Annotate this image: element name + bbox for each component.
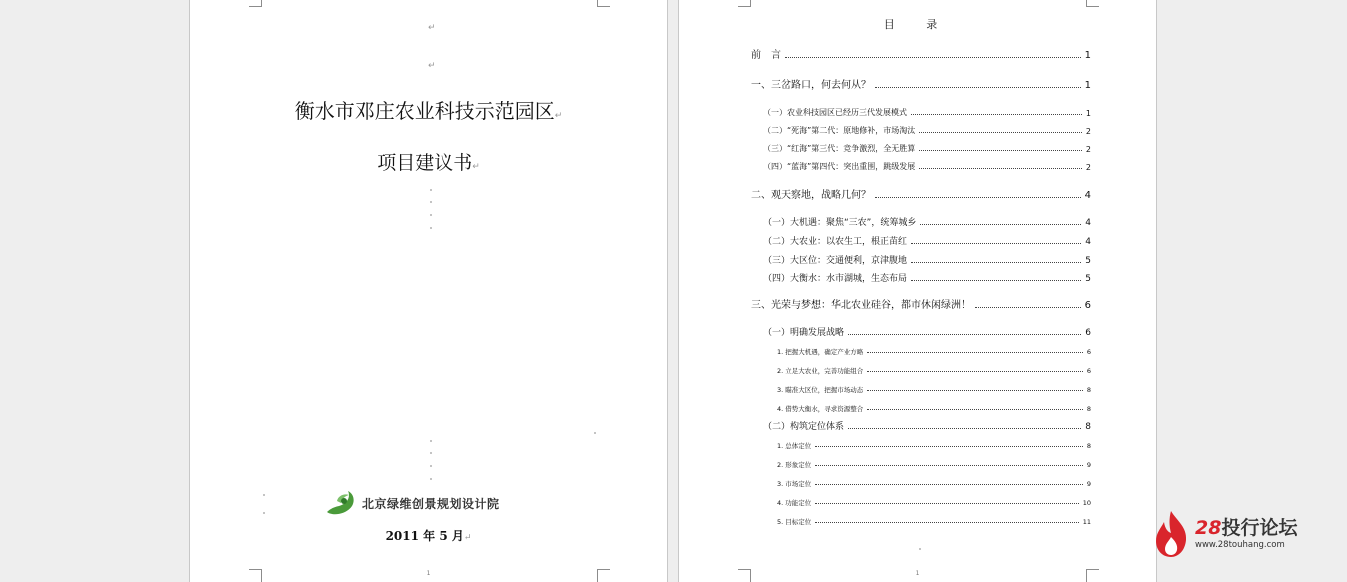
swirl-logo-icon	[324, 488, 358, 518]
toc-entry[interactable]: （二）大农业：以农生工，根正苗红 4	[763, 237, 1091, 247]
empty-paragraph-mark	[430, 214, 432, 216]
toc-entry[interactable]: （三）大区位：交通便利，京津腹地 5	[763, 256, 1091, 266]
cover-subtitle: 项目建议书↵	[377, 152, 480, 174]
empty-paragraph-mark	[430, 465, 432, 467]
toc-page	[678, 0, 1157, 582]
empty-paragraph-mark	[430, 440, 432, 442]
paragraph-mark: ↵	[428, 23, 436, 33]
company-name: 北京绿维创景规划设计院	[362, 496, 500, 511]
toc-entry[interactable]: （二）构筑定位体系 8	[763, 422, 1091, 432]
cover-date: 2011 年 5 月↵	[385, 529, 472, 543]
page-number: 1	[915, 570, 920, 577]
toc-entry[interactable]: 1. 总体定位 8	[777, 442, 1091, 450]
crop-mark	[738, 0, 751, 7]
empty-paragraph-mark	[430, 201, 432, 203]
watermark-url: www.28touhang.com	[1195, 540, 1285, 550]
empty-paragraph-mark	[430, 227, 432, 229]
crop-mark	[597, 0, 610, 7]
toc-entry[interactable]: 二、观天察地，战略几何？ 4	[751, 190, 1091, 201]
toc-entry[interactable]: 三、光荣与梦想：华北农业硅谷，都市休闲绿洲！ 6	[751, 300, 1091, 311]
watermark-text	[1195, 518, 1297, 550]
watermark-number: 28	[1195, 517, 1222, 539]
empty-paragraph-mark	[430, 189, 432, 191]
cover-title: 衡水市邓庄农业科技示范园区↵	[294, 99, 563, 123]
toc-entry[interactable]: 3. 瞄准大区位，把握市场动态 8	[777, 386, 1091, 394]
empty-paragraph-mark	[263, 494, 265, 496]
toc-entry[interactable]: （一）农业科技园区已经历三代发展模式 1	[763, 108, 1091, 118]
toc-entry[interactable]: 3. 市场定位 9	[777, 480, 1091, 488]
toc-entry[interactable]: （二）“死海”第二代：原地修补，市场淘汰 2	[763, 126, 1091, 136]
toc-entry[interactable]: 前 言 1	[751, 50, 1091, 61]
watermark-name: 投行论坛	[1221, 517, 1298, 539]
crop-mark	[249, 0, 262, 7]
empty-paragraph-mark	[594, 432, 596, 434]
cover-page	[189, 0, 668, 582]
toc-entry[interactable]: 2. 立足大农业，完善功能组合 6	[777, 367, 1091, 375]
toc-entry[interactable]: （一）明确发展战略 6	[763, 328, 1091, 338]
forum-watermark	[1153, 508, 1323, 560]
crop-mark	[1086, 0, 1099, 7]
toc-entry[interactable]: （四）“蓝海”第四代：突出重围，跳级发展 2	[763, 162, 1091, 172]
paragraph-mark: ↵	[428, 61, 436, 71]
empty-paragraph-mark	[430, 452, 432, 454]
empty-paragraph-mark	[263, 512, 265, 514]
flame-icon	[1153, 509, 1189, 559]
toc-heading: 目 录	[883, 18, 952, 31]
toc-entry[interactable]: （四）大衡水：水市湖城，生态布局 5	[763, 274, 1091, 284]
toc-entry[interactable]: （一）大机遇：聚焦“三农”，统筹城乡 4	[763, 218, 1091, 228]
toc-entry[interactable]: 1. 把握大机遇，确定产业方略 6	[777, 348, 1091, 356]
toc-entry[interactable]: 一、三岔路口，何去何从？ 1	[751, 80, 1091, 91]
toc-entry[interactable]: 4. 功能定位 10	[777, 499, 1091, 507]
toc-entry[interactable]: （三）“红海”第三代：竞争激烈，全无胜算 2	[763, 144, 1091, 154]
toc-entry[interactable]: 4. 借势大衡水，寻求资源整合 8	[777, 405, 1091, 413]
company-logo	[324, 488, 500, 518]
page-number: 1	[426, 570, 431, 577]
empty-paragraph-mark	[919, 548, 921, 550]
empty-paragraph-mark	[430, 478, 432, 480]
toc-entry[interactable]: 5. 目标定位 11	[777, 518, 1091, 526]
toc-entry[interactable]: 2. 形象定位 9	[777, 461, 1091, 469]
